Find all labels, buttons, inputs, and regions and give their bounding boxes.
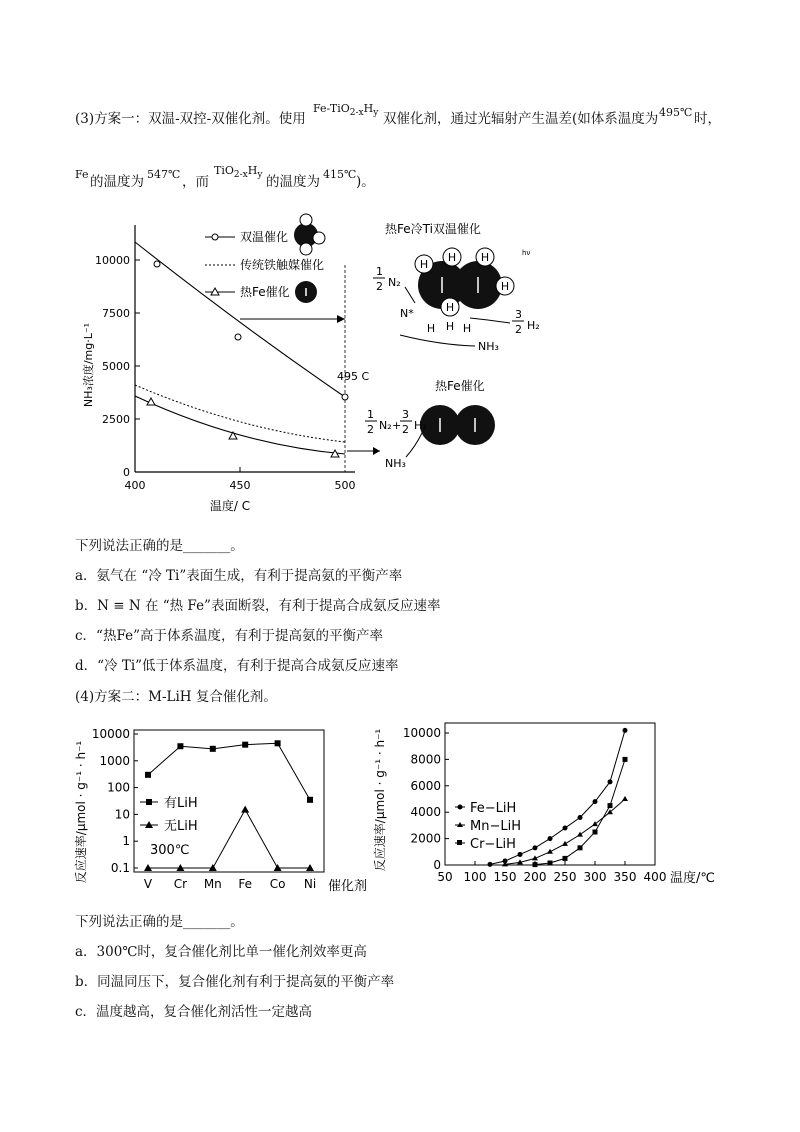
q4-question: 下列说法正确的是_______。 <box>75 914 244 930</box>
fig1-ylabel: NH₃浓度/mg·L⁻¹ <box>82 322 95 408</box>
tio-temperature: 415℃ <box>323 168 357 181</box>
fig1-ytick: 10000 <box>95 254 130 267</box>
fig1-legend <box>205 214 325 303</box>
q3-option-a: a．氨气在 “冷 Ti”表面生成，有利于提高氨的平衡产率 <box>75 568 403 584</box>
fig1-xtick: 450 <box>229 479 251 492</box>
fig3-xtick: 50 <box>437 870 453 884</box>
q4-option-a: a．300℃时，复合催化剂比单一催化剂效率更高 <box>75 944 367 960</box>
n-star-label: N* <box>400 307 414 320</box>
fig3-xtick: 350 <box>613 870 637 884</box>
fig2-xtick: Fe <box>238 877 253 891</box>
fig3-series-line <box>505 799 625 864</box>
q3-line1-end: 时， <box>694 111 721 127</box>
n2-label: N₂ <box>379 419 392 432</box>
system-temperature: 495℃ <box>659 106 693 119</box>
fig2-ytick: 100 <box>107 780 130 795</box>
q4-option-c: c．温度越高，复合催化剂活性一定越高 <box>75 1004 313 1020</box>
fig3-point-mn <box>622 796 628 801</box>
figure-2-catalyst-rate <box>70 712 390 902</box>
fig3-point-fe <box>548 836 553 841</box>
fig2-ytick: 1 <box>122 834 130 849</box>
fig2-point-lih <box>307 797 313 803</box>
scheme-dual-temperature-catalysis <box>370 215 570 365</box>
fig3-point-fe <box>533 845 538 850</box>
fig2-xtick: Ni <box>303 877 317 891</box>
fig2-xtick: Co <box>269 877 286 891</box>
fig3-point-cr <box>548 861 553 866</box>
point-dual <box>154 261 160 267</box>
fe-temperature: 547℃ <box>147 168 181 181</box>
fig3-xtick: 400 <box>643 870 667 884</box>
fig2-legend-nolih: 无LiH <box>164 819 198 834</box>
fig3-legend-fe: Fe−LiH <box>470 801 517 816</box>
fig3-xtick: 100 <box>463 870 487 884</box>
fig1-ytick: 0 <box>123 466 130 479</box>
nh3-label: NH₃ <box>478 340 499 353</box>
fig3-point-fe <box>578 815 583 820</box>
fig2-condition: 300℃ <box>150 843 190 858</box>
atom-h: H <box>445 301 455 314</box>
frac-den: 2 <box>515 323 522 336</box>
atom-h: H <box>447 251 457 264</box>
q3-option-b: b．N ≡ N 在 “热 Fe”表面断裂，有利于提高合成氨反应速率 <box>75 598 441 614</box>
fig3-point-fe <box>608 779 613 784</box>
fig3-xtick: 250 <box>553 870 577 884</box>
fig3-point-cr <box>578 845 583 850</box>
h2-label: H₂ <box>527 319 540 332</box>
q3-line1 <box>75 110 306 128</box>
legend-dual: 双温催化 <box>240 230 289 244</box>
atom-h: H <box>445 320 455 333</box>
fig2-point-lih <box>242 742 248 748</box>
fig3-point-mn <box>562 841 568 846</box>
frac-num: 1 <box>367 408 374 421</box>
fig3-ytick: 10000 <box>402 726 441 740</box>
point-dual <box>342 394 348 400</box>
fig3-point-fe <box>623 728 628 733</box>
fe-label: Fe <box>75 168 89 181</box>
fig3-point-cr <box>608 803 613 808</box>
fig2-series-line <box>148 743 310 800</box>
fig3-point-fe <box>593 799 598 804</box>
plus-label: + <box>392 419 402 432</box>
fig3-point-fe <box>563 826 568 831</box>
fig3-xtick: 150 <box>493 870 517 884</box>
fig2-ytick: 1000 <box>99 753 130 768</box>
fig3-point-fe <box>518 852 523 857</box>
frac-den: 2 <box>402 423 409 436</box>
atom-h: H <box>426 322 436 335</box>
fig3-xtick: 300 <box>583 870 607 884</box>
atom-h: H <box>462 322 472 335</box>
curve-traditional-iron <box>135 385 345 442</box>
q3-line2b: ，而 <box>182 174 209 190</box>
q3-line2d: )。 <box>356 174 375 190</box>
fig3-point-cr <box>563 856 568 861</box>
fig3-ytick: 2000 <box>410 831 441 846</box>
fig3-xlabel: 温度/℃ <box>670 871 715 886</box>
fig1-ytick: 5000 <box>102 360 130 373</box>
frac-num: 1 <box>376 265 383 278</box>
fig2-xtick: Mn <box>203 877 222 891</box>
fig2-xlabel: 催化剂 <box>328 879 368 894</box>
q3-option-c: c．“热Fe”高于体系温度，有利于提高氨的平衡产率 <box>75 628 383 644</box>
scheme-hot-fe-catalysis <box>367 375 520 475</box>
q3-line1-rest: 双催化剂，通过光辐射产生温差(如体系温度为 <box>383 111 659 127</box>
tio-formula: $TiO_{2-x}H_y$ <box>214 164 263 180</box>
atom-h: H <box>500 280 510 293</box>
point-hot-fe <box>229 432 237 439</box>
scheme-bottom-title: 热Fe催化 <box>435 379 485 393</box>
fig3-ytick: 8000 <box>410 752 441 767</box>
fig1-495-mark: 495 C <box>337 370 370 383</box>
legend-hot-fe: 热Fe催化 <box>240 285 290 299</box>
fig2-legend-lih: 有LiH <box>164 796 198 811</box>
frac-den: 2 <box>376 280 383 293</box>
catalyst-formula: $Fe-TiO_{2-x}H_y$ <box>313 102 379 118</box>
fig3-point-cr <box>533 862 538 867</box>
fig1-ytick: 7500 <box>102 307 130 320</box>
scheme-top-title: 热Fe冷Ti双温催化 <box>385 222 481 236</box>
curve-hot-fe <box>135 396 345 454</box>
fig2-xtick: V <box>143 877 153 891</box>
fig1-xtick: 500 <box>334 479 356 492</box>
fig2-xtick: Cr <box>173 877 188 891</box>
frac-den: 2 <box>367 423 374 436</box>
fig2-point-lih <box>145 772 151 778</box>
frac-num: 3 <box>402 408 409 421</box>
point-dual <box>235 334 241 340</box>
photon-label: hν <box>522 249 531 257</box>
figure-3-temperature-rate <box>370 705 770 900</box>
fig3-point-cr <box>623 757 628 762</box>
fig1-y-ticks <box>95 254 140 479</box>
fig1-ytick: 2500 <box>102 413 130 426</box>
h2-label: H₂ <box>414 419 427 432</box>
q3-option-d: d．“冷 Ti”低于体系温度，有利于提高合成氨反应速率 <box>75 658 399 674</box>
fig3-point-mn <box>577 832 583 837</box>
fig3-ylabel: 反应速率/μmol · g⁻¹ · h⁻¹ <box>373 728 387 872</box>
fig2-point-lih <box>210 746 216 752</box>
q4-title: (4)方案二：M-LiH 复合催化剂。 <box>75 689 277 705</box>
legend-traditional: 传统铁触媒催化 <box>240 258 325 272</box>
fig2-ytick: 10 <box>114 807 130 822</box>
fig3-legend-mn: Mn−LiH <box>470 819 521 834</box>
frac-num: 3 <box>515 308 522 321</box>
atom-h: H <box>480 251 490 264</box>
fig2-ytick: 10000 <box>91 727 130 741</box>
fig2-point-lih <box>177 743 183 749</box>
n2-label: N₂ <box>388 276 401 289</box>
fig3-point-mn <box>547 849 553 854</box>
fig1-xtick: 400 <box>124 479 146 492</box>
fig2-point-nolih <box>241 806 249 813</box>
fig3-legend-cr: Cr−LiH <box>470 837 516 852</box>
fig3-point-fe <box>488 862 493 867</box>
nh3-label: NH₃ <box>385 457 406 470</box>
fig3-ytick: 4000 <box>410 805 441 820</box>
fig3-ytick: 0 <box>433 858 441 872</box>
q3-intro: (3)方案一：双温-双控-双催化剂。使用 <box>75 111 306 127</box>
fig1-x-ticks <box>125 467 356 492</box>
fig2-ytick: 0.1 <box>110 861 130 875</box>
fig1-xlabel: 温度/ C <box>209 499 251 513</box>
atom-h: H <box>419 258 429 271</box>
fig2-ylabel: 反应速率/μmol · g⁻¹ · h⁻¹ <box>74 740 88 884</box>
fig3-xtick: 200 <box>523 870 547 884</box>
q4-option-b: b．同温同压下，复合催化剂有利于提高氨的平衡产率 <box>75 974 395 990</box>
fig2-point-lih <box>275 740 281 746</box>
q3-question: 下列说法正确的是_______。 <box>75 538 244 554</box>
q3-line2a: 的温度为 <box>90 174 144 190</box>
fig3-point-cr <box>593 830 598 835</box>
q3-line2c: 的温度为 <box>266 174 320 190</box>
fig3-ytick: 6000 <box>410 778 441 793</box>
